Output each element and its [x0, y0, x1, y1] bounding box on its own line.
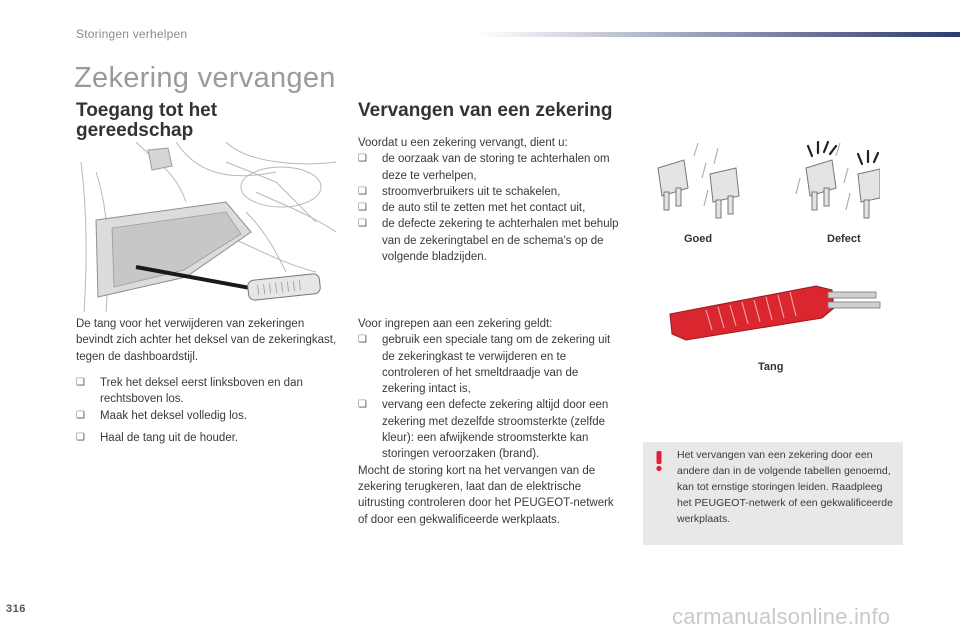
fuse-defect-label: Defect: [827, 233, 861, 245]
checkbox-bullet-icon: ❏: [76, 377, 85, 388]
rules-intro-text: Voor ingrepen aan een zekering geldt:: [358, 318, 553, 330]
list-item: ❏ de defecte zekering te achterhalen met behulp van de zekeringtabel en de schema's op de volgende bladzijden.: [358, 218, 619, 264]
warning-text: Het vervangen van een zekering door een andere dan in de volgende tabellen genoemd, kan tot ernstige storingen leiden. Raadpleeg het PEUGEOT-netwerk of een gekwalificeerde werkplaats.: [677, 449, 893, 525]
watermark: carmanualsonline.info: [672, 604, 891, 629]
list-item: ❏ Trek het deksel eerst linksboven en dan rechtsboven los.: [76, 377, 303, 406]
checkbox-bullet-icon: ❏: [358, 218, 367, 230]
list-item: ❏ gebruik een speciale tang om de zekering uit de zekeringkast te verwijderen en te controleren of het smeltdraadje van de zekering intact is,: [358, 334, 611, 396]
fuse-tong-illustration: [666, 280, 886, 342]
checkbox-bullet-icon: ❏: [76, 432, 85, 443]
before-steps-list: [358, 151, 623, 265]
fuse-rules-block: [358, 316, 623, 528]
checkbox-bullet-icon: ❏: [358, 202, 367, 214]
checkbox-bullet-icon: ❏: [76, 409, 85, 421]
list-item: ❏ vervang een defecte zekering altijd door een zekering met dezelfde stroomsterkte (zelfde kleur): een afwijkende stroomsterkte kan storingen veroorzaken (brand).: [358, 399, 609, 461]
list-item: ❏ stroomverbruikers uit te schakelen,: [358, 184, 623, 200]
list-item: ❏ de oorzaak van de storing te achterhalen om deze te verhelpen,: [358, 153, 610, 182]
exclamation-icon: [653, 450, 665, 472]
heading-tool-access: Toegang tot het gereedschap: [76, 100, 218, 141]
section-header: Storingen verhelpen: [76, 27, 188, 41]
before-replace-block: [358, 135, 623, 265]
heading-replace-fuse: Vervangen van een zekering: [358, 100, 613, 121]
list-item: ❏ de auto stil te zetten met het contact uit,: [358, 200, 623, 216]
tool-location-text: De tang voor het verwijderen van zekeringen bevindt zich achter het deksel van de zekeringkast, tegen de dashboardstijl.: [76, 318, 337, 363]
list-item: ❏ Maak het deksel volledig los.: [76, 408, 338, 424]
header-bar: [478, 32, 960, 37]
warning-box: [643, 442, 903, 545]
closing-text: Mocht de storing kort na het vervangen van de zekering terugkeren, laat dan de elektrische uitrusting controleren door het PEUGEOT-netwerk of door een gekwalificeerde werkplaats.: [358, 464, 614, 526]
rules-list: [358, 332, 623, 462]
fuse-good-label: Goed: [684, 233, 713, 245]
fuse-good-defect-illustration: [640, 138, 880, 228]
tool-steps-list-2: [76, 430, 338, 446]
tong-label: Tang: [758, 361, 784, 373]
list-item: ❏ Haal de tang uit de houder.: [76, 430, 338, 446]
checkbox-bullet-icon: ❏: [358, 185, 367, 197]
checkbox-bullet-icon: ❏: [358, 334, 367, 346]
before-intro-text: Voordat u een zekering vervangt, dient u:: [358, 137, 568, 149]
tool-steps-list: [76, 375, 338, 424]
checkbox-bullet-icon: ❏: [358, 153, 367, 165]
dashboard-pillar-illustration: [76, 142, 336, 312]
page-title: Zekering vervangen: [74, 62, 336, 94]
checkbox-bullet-icon: ❏: [358, 399, 367, 411]
page-number: 316: [6, 603, 26, 615]
